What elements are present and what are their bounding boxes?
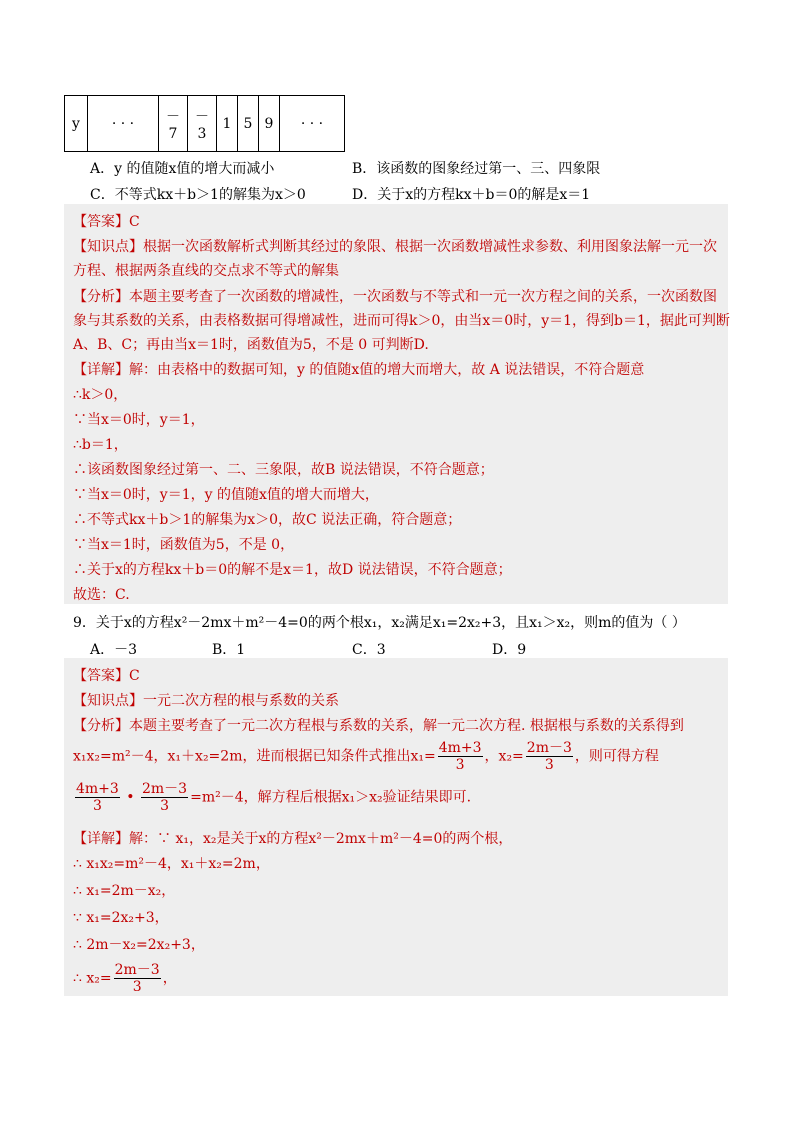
table-cell: －7 (159, 96, 188, 152)
analysis: 【分析】本题主要考查了一次函数的增减性，一次函数与不等式和一元一次方程之间的关系，一次函数图 (73, 289, 717, 305)
table-cell: －3 (188, 96, 217, 152)
detail-line: ∴关于x的方程kx＋b＝0的解不是x＝1，故D 说法错误，不符合题意； (73, 562, 512, 578)
detail-line: ∵当x＝0时，y＝1，y 的值随x值的增大而增大， (73, 487, 379, 503)
analysis-cont: 象与其系数的关系，由表格数据可得增减性，进而可得k＞0，由当x＝0时，y＝1，得到b＝1，据此可判断 (73, 313, 730, 329)
option-c: C．3 (352, 642, 386, 658)
table-cell: 5 (238, 96, 259, 152)
fraction: $\frac{2m-3}{3}$ (114, 962, 160, 995)
answer-label: 【答案】C (73, 668, 140, 684)
analysis-text: ，则可得方程 (574, 748, 659, 765)
dot-operator: • (126, 789, 135, 806)
detail-line (73, 962, 177, 995)
analysis-text: x₁x₂=m²－4，x₁＋x₂=2m，进而根据已知条件式推出x₁= (73, 748, 436, 765)
table-cell: 1 (217, 96, 238, 152)
option-d: D．9 (492, 642, 527, 658)
answer-label: 【答案】C (73, 214, 140, 230)
detail-line: ∴ 2m－x₂=2x₂+3， (73, 937, 205, 953)
knowledge-point: 【知识点】根据一次函数解析式判断其经过的象限、根据一次函数增减性求参数、利用图象法解一元一次 (73, 239, 717, 255)
analysis-text: ，x₂= (484, 748, 524, 765)
table-cell: · · · (88, 96, 159, 152)
detail-line: 故选：C. (73, 587, 130, 603)
fraction: $\frac{4m+3}{3}$ (438, 740, 482, 773)
knowledge-point: 【知识点】一元二次方程的根与系数的关系 (73, 693, 339, 709)
detail-text: ∴ x₂= (73, 970, 112, 987)
question-9-stem: 9．关于x的方程x²－2mx＋m²－4=0的两个根x₁，x₂满足x₁=2x₂+3，且x₁＞x₂，则m的值为（ ） (73, 615, 686, 631)
option-a: A．y 的值随x值的增大而减小 (90, 161, 275, 177)
table-cell: 9 (259, 96, 280, 152)
option-c: C．不等式kx＋b＞1的解集为x＞0 (90, 187, 306, 203)
fraction: $\frac{2m-3}{3}$ (526, 740, 572, 773)
detail-line: ∴该函数图象经过第一、二、三象限，故B 说法错误，不符合题意； (73, 462, 494, 478)
detail-text: ， (162, 970, 177, 987)
analysis-cont (73, 740, 659, 773)
detail-line: 【详解】解：∵ x₁，x₂是关于x的方程x²－2mx＋m²－4=0的两个根， (73, 831, 513, 847)
option-b: B．1 (212, 642, 246, 658)
detail-line: ∴k＞0， (73, 387, 128, 403)
table-row (65, 96, 345, 152)
option-a: A．－3 (90, 642, 138, 658)
value-table (64, 95, 345, 152)
detail-line: ∵ x₁=2x₂+3， (73, 910, 169, 926)
table-cell: · · · (280, 96, 345, 152)
knowledge-point-cont: 方程、根据两条直线的交点求不等式的解集 (73, 263, 339, 279)
detail-line: ∵当x＝1时，函数值为5，不是 0， (73, 537, 295, 553)
detail-line: ∴ x₁x₂=m²－4，x₁＋x₂=2m， (73, 856, 270, 872)
analysis-cont (73, 781, 471, 814)
detail-line: ∴ x₁=2m－x₂， (73, 883, 176, 899)
fraction: $\frac{2m-3}{3}$ (142, 781, 188, 814)
fraction: $\frac{4m+3}{3}$ (76, 781, 119, 814)
option-d: D．关于x的方程kx＋b＝0的解是x＝1 (352, 187, 591, 203)
analysis-cont: A、B、C；再由当x＝1时，函数值为5，不是 0 可判断D. (73, 337, 429, 353)
analysis-text: =m²－4，解方程后根据x₁＞x₂验证结果即可. (190, 789, 472, 806)
analysis: 【分析】本题主要考查了一元二次方程根与系数的关系，解一元二次方程. 根据根与系数的关系得到 (73, 718, 684, 734)
detail-line: ∴不等式kx＋b＞1的解集为x＞0，故C 说法正确，符合题意； (73, 512, 462, 528)
detail-line: ∵当x＝0时，y＝1， (73, 412, 205, 428)
detail-line: ∴b＝1， (73, 437, 128, 453)
option-b: B．该函数的图象经过第一、三、四象限 (352, 161, 601, 177)
detail-line: 【详解】解：由表格中的数据可知，y 的值随x值的增大而增大，故 A 说法错误，不符合题意 (73, 362, 645, 378)
table-label: y (65, 96, 88, 152)
